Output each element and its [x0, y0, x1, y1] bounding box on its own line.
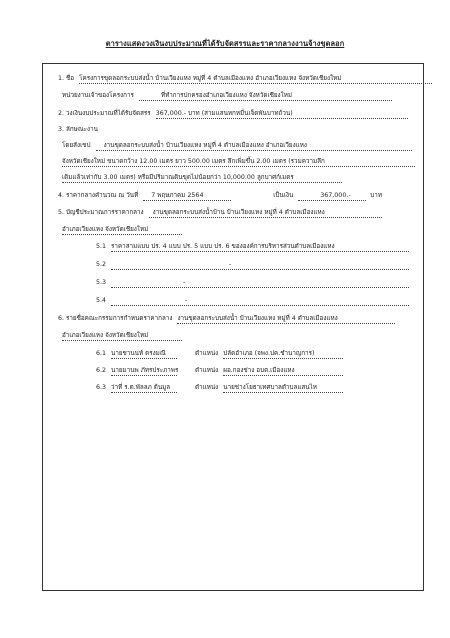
item3-line3	[62, 174, 342, 183]
item2-value: 367,000.- บาท (สามแสนหกหมื่นเจ็ดพันบาทถ้วน)	[156, 110, 408, 119]
item6-line1-text: งานขุดลอกระบบส่งน้ำ บ้านเวียงแหง หมู่ที่ 4 ตำบลเมืองแหง	[177, 315, 395, 324]
item4-amount: 367,000.-	[298, 192, 366, 201]
committee-member	[96, 384, 343, 393]
item3-line2	[62, 158, 415, 167]
item5-sub3-label: 5.3	[96, 279, 107, 286]
member-number: 6.1	[96, 350, 107, 357]
item5-line1-text: งานขุดลอกระบบส่งน้ำบ้าน บ้านเวียงแหง หมู่ที่ 4 ตำบลเมืองแหง	[149, 209, 382, 218]
item5-line1	[58, 209, 382, 218]
item5-sub2-text: -	[111, 261, 409, 270]
item6-line1	[58, 315, 395, 324]
member-name: ว่าที่ ร.ต.พัลลภ ต้นมูล	[111, 384, 177, 393]
item5-line2-text: อำเภอเวียงแหง จังหวัดเชียงใหม่	[62, 226, 182, 235]
member-position-label: ตำแหน่ง	[195, 384, 219, 391]
item3-line2-text: จังหวัดเชียงใหม่ ขนาดกว้าง 12.00 เมตร ยาว 500.00 เมตร ลึกเพิ่มขึ้น 2.00 เมตร (รวมความลึก	[62, 158, 415, 167]
member-position: ปลัดอำเภอ (จพง.ปค.ชำนาญการ)	[223, 350, 343, 359]
item1-owner: ที่ทำการปกครองอำเภอเวียงแหง จังหวัดเชียงใหม่	[139, 92, 392, 101]
item4-amount-label: เป็นเงิน	[273, 192, 294, 199]
committee-member	[96, 367, 343, 376]
item4-date: 7 พฤษภาคม 2564	[143, 192, 231, 201]
item3-line3-text: เดิมแล้วเท่ากับ 3.00 เมตร) หรือมีปริมาณดินขุดไม่น้อยกว่า 10,000.00 ลูกบาศก์เมตร	[62, 174, 342, 183]
item5-sub1	[96, 243, 409, 252]
item6-line2-text: อำเภอเวียงแหง จังหวัดเชียงใหม่	[62, 332, 182, 341]
item3-line1-label: โดยสังเขป	[62, 142, 91, 149]
item4-unit: บาท	[370, 192, 382, 199]
item5-sub4	[96, 297, 409, 306]
member-position: นายช่างโยธาเทศบาลตำบลแสนไห	[223, 384, 343, 393]
item5-sub3-text: -	[111, 279, 409, 288]
committee-member	[96, 350, 343, 359]
item5-sub4-label: 5.4	[96, 297, 107, 304]
member-number: 6.2	[96, 367, 107, 374]
item6-label: 6. รายชื่อคณะกรรมการกำหนดราคากลาง	[58, 315, 173, 322]
item2-line	[58, 110, 408, 119]
item5-label: 5. บัญชีประมาณการราคากลาง	[58, 209, 144, 216]
item5-sub3	[96, 279, 409, 288]
item5-sub1-label: 5.1	[96, 243, 107, 250]
item6-line2	[62, 332, 182, 341]
member-position-label: ตำแหน่ง	[195, 350, 219, 357]
item2-label: 2. วงเงินงบประมาณที่ได้รับจัดสรร	[58, 110, 151, 117]
item3-heading: 3. ลักษณะงาน	[58, 126, 98, 133]
item5-sub1-text: ราคาสามแบบ ปร. 4 แบบ ปร. 5 แบบ ปร. 6 ขององค์การบริหารส่วนตำบลเมืองแหง	[111, 243, 409, 252]
member-name: นายมานพ ภัทรประภาพร	[111, 367, 179, 374]
item1-owner-label: หน่วยงานเจ้าของโครงการ	[62, 92, 134, 99]
member-name: นายชานนท์ ตรงมณี	[111, 350, 177, 359]
item5-sub4-text: -	[111, 297, 409, 306]
item1-line1	[58, 75, 432, 84]
member-number: 6.3	[96, 384, 107, 391]
item3-line1-text: งานขุดลอกระบบส่งน้ำ บ้านเวียงแหง หมู่ที่ 4 ตำบลเมืองแหง อำเภอเวียงแหง	[96, 142, 412, 151]
item4-label: 4. ราคากลางคำนวณ ณ วันที่	[58, 192, 139, 199]
member-position-label: ตำแหน่ง	[195, 367, 219, 374]
item5-sub2	[96, 261, 409, 270]
item5-line2	[62, 226, 182, 235]
item1-project: โครงการขุดลอกระบบส่งน้ำ บ้านเวียงแหง หมู่ที่ 4 ตำบลเมืองแหง อำเภอเวียงแหง จังหวัดเชียงใหม่	[79, 75, 432, 84]
member-position: ผอ.กองช่าง อบต.เมืองแหง	[223, 367, 343, 376]
item5-sub2-label: 5.2	[96, 261, 107, 268]
item1-label: 1. ชื่อ	[58, 75, 75, 82]
item4-line	[58, 192, 382, 201]
item3-line1	[62, 142, 412, 151]
document-title: ตารางแสดงวงเงินงบประมาณที่ได้รับจัดสรรและราคากลางงานจ้างขุดลอก	[105, 39, 345, 48]
item1-line2	[62, 92, 392, 101]
